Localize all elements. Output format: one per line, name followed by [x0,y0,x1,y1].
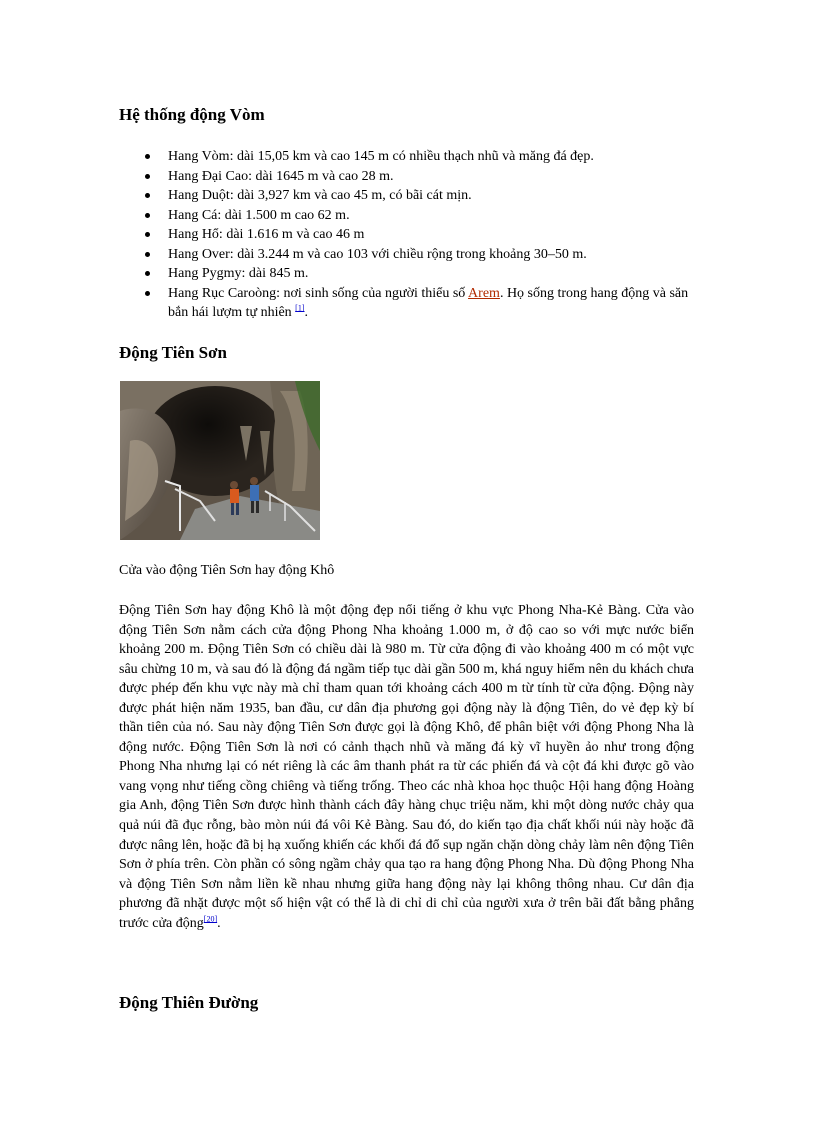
list-item: Hang Cá: dài 1.500 m cao 62 m. [119,206,689,226]
list-item: Hang Vòm: dài 15,05 km và cao 145 m có nhiều thạch nhũ và măng đá đẹp. [119,147,689,167]
body-text: Động Tiên Sơn hay động Khô là một động đẹp nổi tiếng ở khu vực Phong Nha-Kẻ Bàng. Cửa vào động Tiên Sơn nằm cách cửa động Phong Nha khoảng 1.000 m, ở độ cao so với mực nước biển khoảng 200 m. Động Tiên Sơn có chiều dài là 980 m. Từ cửa động đi vào khoảng 400 m có một vực sâu chừng 10 m, và sau đó là động đá ngầm tiếp tục dài gần 500 m, khá nguy hiểm nên du khách chưa được phép đến khu vực này mà chỉ tham quan tới khoảng cách 400 m từ tính từ cửa động. Động này được phát hiện năm 1935, ban đầu, cư dân địa phương gọi động này là động Tiên, do vẻ đẹp kỳ bí thần tiên của nó. Sau này động Tiên Sơn được gọi là động Khô, để phân biệt với động Phong Nha là động nước. Động Tiên Sơn là nơi có cảnh thạch nhũ và măng đá kỳ vĩ huyền ảo như trong động Phong Nha nhưng lại có nét riêng là các âm thanh phát ra từ các phiến đá và cột đá khi được gõ vào vang vọng như tiếng cồng chiêng và tiếng trống. Theo các nhà khoa học thuộc Hội hang động Hoàng gia Anh, động Tiên Sơn được hình thành cách đây hàng chục triệu năm, khi một dòng nước chảy qua quả núi đã đục rỗng, bào mòn núi đá vôi Kẻ Bàng. Sau đó, do kiến tạo địa chất khối núi này hoặc đã được nâng lên, hoặc đã bị hạ xuống khiến các khối đá đổ sụp ngăn chặn dòng chảy làm nên động Tiên Sơn ở phía trên. Còn phần có sông ngầm chảy qua tạo ra hang động Phong Nha. Dù động Phong Nha và động Tiên Sơn nằm liền kề nhau nhưng giữa hang động này lại không thông nhau. Cư dân địa phương đã nhặt được một số hiện vật có thể là di chỉ di chỉ của người xưa ở trên bãi đất bằng phẳng trước cửa động [119,603,694,931]
photo-caption: Cửa vào động Tiên Sơn hay động Khô [119,563,335,578]
list-item: Hang Pygmy: dài 845 m. [119,264,689,284]
ruc-text-after: . Họ sống trong hang động và săn bắn hái lượm tự nhiên [168,285,689,320]
body-paragraph [119,601,694,933]
list-item-ruc-caroong [119,284,689,323]
heading-tien-son: Động Tiên Sơn [119,343,228,362]
list-item: Hang Hổ: dài 1.616 m và cao 46 m [119,225,689,245]
cave-entrance-photo [120,381,320,540]
ruc-end: . [304,305,308,320]
heading-vom-system: Hệ thống động Vòm [119,105,265,124]
cave-list [119,147,689,323]
footnote-ref-20[interactable]: [20] [203,914,218,924]
list-item: Hang Duột: dài 3,927 km và cao 45 m, có bãi cát mịn. [119,186,689,206]
ruc-text-before: Hang Rục Caroòng: nơi sinh sống của người thiểu số [168,285,469,301]
arem-link[interactable]: Arem [468,285,500,301]
list-item: Hang Đại Cao: dài 1645 m và cao 28 m. [119,167,689,187]
body-end: . [217,915,221,931]
list-item: Hang Over: dài 3.244 m và cao 103 với chiều rộng trong khoảng 30–50 m. [119,245,689,265]
footnote-ref-1[interactable]: [1] [295,303,305,313]
heading-thien-duong: Động Thiên Đường [119,993,259,1012]
